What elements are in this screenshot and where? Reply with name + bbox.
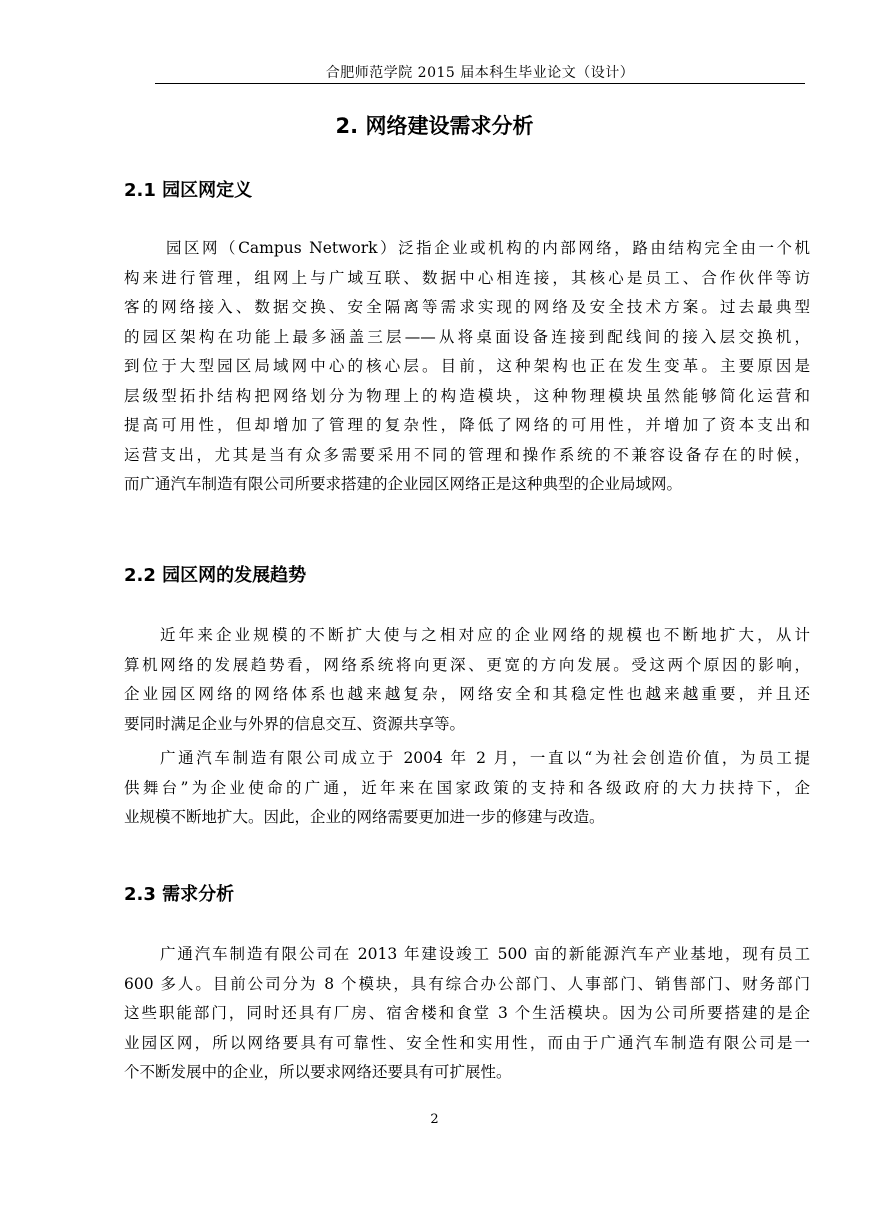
- header-rule: [155, 83, 805, 84]
- paragraph-line: 要同时满足企业与外界的信息交互、资源共享等。: [124, 714, 466, 733]
- paragraph-line: 构来进行管理，组网上与广域互联、数据中心相连接，其核心是员工、合作伙伴等访: [124, 268, 810, 287]
- chapter-title: 2. 网络建设需求分析: [335, 114, 534, 138]
- paragraph-line: 而广通汽车制造有限公司所要求搭建的企业园区网络正是这种典型的企业局域网。: [124, 475, 683, 493]
- paragraph-line: 园区网（Campus Network）泛指企业或机构的内部网络，路由结构完全由一个机: [166, 239, 810, 257]
- paragraph-line: 业园区网，所以网络要具有可靠性、安全性和实用性，而由于广通汽车制造有限公司是一: [124, 1033, 810, 1052]
- running-header: 合肥师范学院 2015 届本科生毕业论文（设计）: [325, 65, 635, 81]
- section-2-2-paragraph-2: [124, 744, 810, 833]
- page-number: 2: [430, 1112, 439, 1127]
- paragraph-line: 近年来企业规模的不断扩大使与之相对应的企业网络的规模也不断地扩大，从计: [160, 626, 810, 644]
- paragraph-line: 这些职能部门，同时还具有厂房、宿舍楼和食堂 3 个生活模块。因为公司所要搭建的是企: [124, 1004, 810, 1022]
- section-heading-2-3: 2.3 需求分析: [124, 884, 235, 905]
- paragraph-line: 提高可用性，但却增加了管理的复杂性，降低了网络的可用性，并增加了资本支出和: [124, 416, 810, 434]
- paragraph-line: 供舞台”为企业使命的广通，近年来在国家政策的支持和各级政府的大力扶持下，企: [124, 778, 810, 797]
- paragraph-line: 600 多人。目前公司分为 8 个模块，具有综合办公部门、人事部门、销售部门、财务部门: [124, 974, 810, 993]
- section-2-3-paragraph: [124, 940, 810, 1088]
- paragraph-line: 运营支出，尤其是当有众多需要采用不同的管理和操作系统的不兼容设备存在的时候，: [124, 445, 810, 464]
- paragraph-line: 到位于大型园区局域网中心的核心层。目前，这种架构也正在发生变革。主要原因是: [124, 357, 810, 375]
- paragraph-line: 个不断发展中的企业，所以要求网络还要具有可扩展性。: [124, 1063, 512, 1081]
- paragraph-line: 的园区架构在功能上最多涵盖三层——从将桌面设备连接到配线间的接入层交换机，: [124, 327, 810, 346]
- section-heading-2-2: 2.2 园区网的发展趋势: [124, 565, 307, 586]
- paragraph-line: 广通汽车制造有限公司成立于 2004 年 2 月，一直以“为社会创造价值，为员工提: [160, 749, 810, 767]
- paragraph-line: 企业园区网络的网络体系也越来越复杂，网络安全和其稳定性也越来越重要，并且还: [124, 685, 810, 703]
- section-2-1-paragraph: [124, 234, 810, 500]
- paragraph-line: 客的网络接入、数据交换、安全隔离等需求实现的网络及安全技术方案。过去最典型: [124, 298, 810, 316]
- paragraph-line: 业规模不断地扩大。因此，企业的网络需要更加进一步的修建与改造。: [124, 808, 605, 826]
- paragraph-line: 广通汽车制造有限公司在 2013 年建设竣工 500 亩的新能源汽车产业基地，现有员工: [160, 945, 810, 963]
- section-2-2-paragraph-1: [124, 621, 810, 739]
- section-heading-2-1: 2.1 园区网定义: [124, 180, 253, 201]
- paragraph-line: 算机网络的发展趋势看，网络系统将向更深、更宽的方向发展。受这两个原因的影响，: [124, 655, 810, 674]
- paragraph-line: 层级型拓扑结构把网络划分为物理上的构造模块，这种物理模块虽然能够简化运营和: [124, 386, 810, 405]
